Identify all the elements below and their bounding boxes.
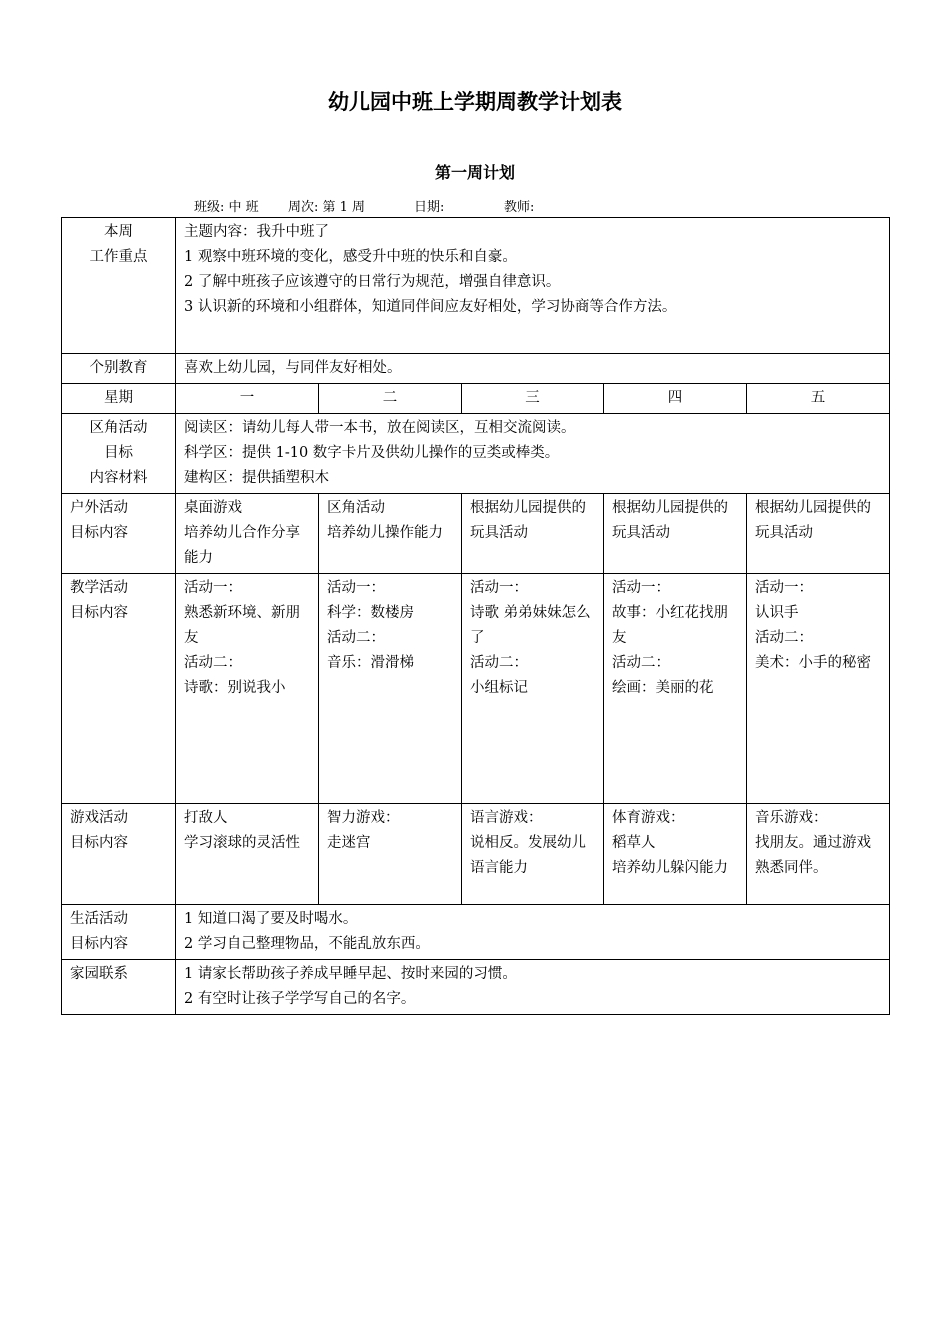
corner-label-line: 内容材料 xyxy=(89,470,148,486)
focus-content-cell xyxy=(176,218,890,354)
home-content-cell xyxy=(176,960,890,1015)
games-cell: 智力游戏： 走迷宫 xyxy=(319,804,462,905)
weekday-label: 星期 xyxy=(62,384,176,414)
games-label-line: 游戏活动 xyxy=(70,810,128,826)
corner-label-line: 目标 xyxy=(104,445,133,461)
corner-line: 阅读区：请幼儿每人带一本书，放在阅读区，互相交流阅读。 xyxy=(184,420,576,436)
individual-label: 个别教育 xyxy=(62,354,176,384)
teaching-cell: 活动一： 认识手 活动二： 美术：小手的秘密 xyxy=(747,574,890,804)
outdoor-cell: 根据幼儿园提供的玩具活动 xyxy=(604,494,747,574)
games-cell: 打敌人 学习滚球的灵活性 xyxy=(176,804,319,905)
weekday-row xyxy=(62,384,890,414)
focus-line: 1 观察中班环境的变化，感受升中班的快乐和自豪。 xyxy=(184,249,517,265)
life-content-cell xyxy=(176,905,890,960)
outdoor-row xyxy=(62,494,890,574)
outdoor-cell: 区角活动 培养幼儿操作能力 xyxy=(319,494,462,574)
teaching-row xyxy=(62,574,890,804)
focus-line: 2 了解中班孩子应该遵守的日常行为规范，增强自律意识。 xyxy=(184,274,561,290)
individual-text: 喜欢上幼儿园，与同伴友好相处。 xyxy=(176,354,890,384)
life-line: 1 知道口渴了要及时喝水。 xyxy=(184,911,358,927)
games-cell: 语言游戏： 说相反。发展幼儿语言能力 xyxy=(462,804,604,905)
week-subtitle: 第一周计划 xyxy=(434,163,515,182)
teaching-label-line: 教学活动 xyxy=(70,580,128,596)
weekday-fri: 五 xyxy=(747,384,890,414)
teaching-cell: 活动一： 科学：数楼房 活动二： 音乐：滑滑梯 xyxy=(319,574,462,804)
home-row xyxy=(62,960,890,1015)
outdoor-label-line: 户外活动 xyxy=(70,500,128,516)
corner-content-cell xyxy=(176,414,890,494)
outdoor-cell: 根据幼儿园提供的玩具活动 xyxy=(462,494,604,574)
week-label: 周次: 第 1 周 xyxy=(288,200,366,215)
date-label: 日期: xyxy=(414,200,445,215)
class-label: 班级: 中 班 xyxy=(194,200,259,215)
games-label-line: 目标内容 xyxy=(70,835,128,851)
corner-row xyxy=(62,414,890,494)
corner-label-line: 区角活动 xyxy=(89,420,148,436)
individual-row xyxy=(62,354,890,384)
plan-table xyxy=(61,217,890,1015)
home-line: 2 有空时让孩子学学写自己的名字。 xyxy=(184,991,416,1007)
focus-label-cell xyxy=(62,218,176,354)
corner-line: 科学区：提供 1-10 数字卡片及供幼儿操作的豆类或棒类。 xyxy=(184,445,560,461)
outdoor-cell: 桌面游戏 培养幼儿合作分享能力 xyxy=(176,494,319,574)
teaching-cell: 活动一： 诗歌 弟弟妹妹怎么了 活动二： 小组标记 xyxy=(462,574,604,804)
games-cell: 音乐游戏： 找朋友。通过游戏熟悉同伴。 xyxy=(747,804,890,905)
corner-line: 建构区：提供插塑积木 xyxy=(184,470,329,486)
outdoor-label-line: 目标内容 xyxy=(70,525,128,541)
weekday-tue: 二 xyxy=(319,384,462,414)
outdoor-label-cell xyxy=(62,494,176,574)
weekday-wed: 三 xyxy=(462,384,604,414)
games-cell: 体育游戏： 稻草人 培养幼儿躲闪能力 xyxy=(604,804,747,905)
games-label-cell xyxy=(62,804,176,905)
life-row xyxy=(62,905,890,960)
outdoor-cell: 根据幼儿园提供的玩具活动 xyxy=(747,494,890,574)
meta-line xyxy=(194,196,534,215)
teaching-cell: 活动一： 故事：小红花找朋友 活动二： 绘画：美丽的花 xyxy=(604,574,747,804)
games-row xyxy=(62,804,890,905)
teaching-cell: 活动一： 熟悉新环境、新朋友 活动二： 诗歌：别说我小 xyxy=(176,574,319,804)
teaching-label-line: 目标内容 xyxy=(70,605,128,621)
life-label-line: 生活活动 xyxy=(70,911,128,927)
teaching-label-cell xyxy=(62,574,176,804)
focus-label-line1: 本周 xyxy=(104,224,133,240)
life-label-cell xyxy=(62,905,176,960)
teacher-label: 教师: xyxy=(504,200,535,215)
weekday-mon: 一 xyxy=(176,384,319,414)
focus-line: 主题内容：我升中班了 xyxy=(184,224,329,240)
home-label: 家园联系 xyxy=(62,960,176,1015)
page-title: 幼儿园中班上学期周教学计划表 xyxy=(328,89,622,114)
home-line: 1 请家长帮助孩子养成早睡早起、按时来园的习惯。 xyxy=(184,966,517,982)
life-label-line: 目标内容 xyxy=(70,936,128,952)
corner-label-cell xyxy=(62,414,176,494)
weekday-thu: 四 xyxy=(604,384,747,414)
focus-line: 3 认识新的环境和小组群体，知道同伴间应友好相处，学习协商等合作方法。 xyxy=(184,299,677,315)
life-line: 2 学习自己整理物品，不能乱放东西。 xyxy=(184,936,430,952)
focus-label-line2: 工作重点 xyxy=(89,249,148,265)
focus-row xyxy=(62,218,890,354)
